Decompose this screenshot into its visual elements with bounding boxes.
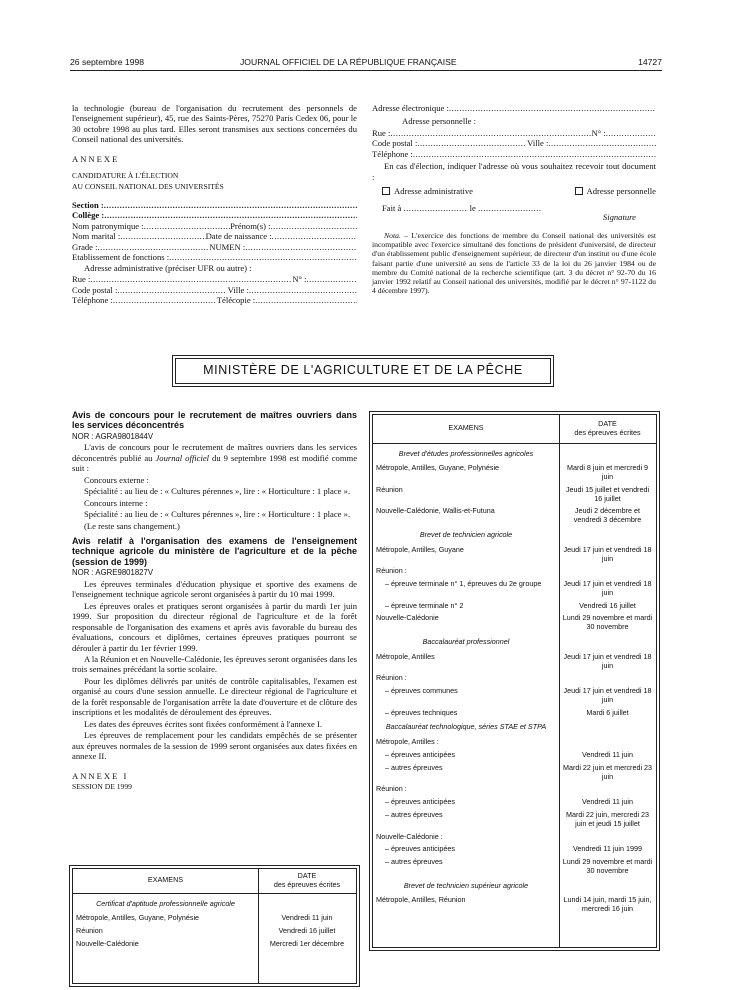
- form-college-line: Collège : .....: [72, 210, 357, 220]
- category-date-empty: [559, 717, 656, 734]
- exam-label: – épreuve terminale n° 2: [385, 600, 464, 610]
- exam-date: [559, 670, 656, 683]
- exam-date: Lundi 14 juin, mardi 15 juin, mercredi 16 juin: [563, 895, 652, 914]
- table-row: [73, 936, 356, 949]
- avis2-p5: Les dates des épreuves écrites sont fixées conformément à l'annexe I.: [84, 718, 323, 729]
- table-category-row: [373, 876, 656, 893]
- avis2-p6: Les épreuves de remplacement pour les candidats empêchés de se présenter aux épreuves normales de la session de 1999 seront organisées aux dates fixées en annexe II.: [72, 730, 357, 762]
- avis2-p2: Les épreuves orales et pratiques seront organisées à partir du mardi 1er juin 1999. Sur proposition du directeur régional de l'agriculture et de la forêt responsable de l'organisation des examens et après avis favorable du bureau des évaluations, concours et diplômes, certaines épreuves pratiques pourront se dérouler à partir du 1er février 1999.: [72, 600, 357, 653]
- annexe1-table-left: [72, 868, 357, 984]
- table-row: [73, 923, 356, 936]
- table-row: [373, 542, 656, 564]
- table-row: [373, 841, 656, 854]
- category-label: Baccalauréat technologique, séries STAE et STPA: [385, 722, 547, 732]
- exam-label: Nouvelle-Calédonie: [376, 613, 439, 623]
- exam-label: – autres épreuves: [385, 857, 443, 867]
- exam-label: Réunion: [376, 484, 403, 494]
- avis1-externe: Concours externe :: [84, 474, 149, 485]
- table-row: [373, 794, 656, 807]
- table-row: [373, 760, 656, 782]
- table-row: [373, 482, 656, 504]
- table-row: [373, 781, 656, 794]
- table-row: [373, 563, 656, 576]
- exam-date: Jeudi 17 juin et vendredi 18 juin: [563, 544, 652, 563]
- exam-label: Métropole, Antilles, Réunion: [376, 895, 466, 905]
- address-options: [372, 183, 656, 196]
- ministry-banner: MINISTÈRE DE L'AGRICULTURE ET DE LA PÊCHE: [175, 358, 551, 384]
- exam-date: Mercredi 1er décembre: [269, 938, 345, 948]
- avis1-paragraph: L'avis de concours pour le recrutement de maîtres ouvriers dans les services déconcentrés publié au Journal officiel du 9 septembre 1998 est modifié comme suit :: [72, 442, 358, 474]
- form-grade-line: Grade : ..... NUMEN : .....: [72, 242, 357, 252]
- exam-label: – épreuves techniques: [385, 707, 458, 717]
- election-address-text: En cas d'élection, indiquer l'adresse où vous souhaitez recevoir tout document :: [372, 161, 656, 182]
- table-row: [73, 910, 356, 923]
- avis2-p3: A la Réunion et en Nouvelle-Calédonie, les épreuves seront organisées dans les trois semaines précédant la sortie scolaire.: [72, 653, 357, 675]
- form-nom-line: Nom patronymique : ..... Prénom(s) : .....: [72, 221, 357, 231]
- category-label: Baccalauréat professionnel: [422, 637, 510, 646]
- table-category-row: [373, 717, 656, 734]
- exam-label: Métropole, Antilles, Guyane: [376, 544, 464, 554]
- exam-label: – épreuves anticipées: [385, 797, 455, 807]
- exam-label: Réunion: [76, 926, 103, 936]
- category-label: Certificat d'aptitude professionnelle agricole: [96, 898, 235, 908]
- exam-label: Métropole, Antilles, Guyane, Polynésie: [376, 463, 500, 473]
- table-row: [373, 670, 656, 683]
- exam-date: Vendredi 11 juin: [581, 750, 634, 760]
- exam-date: Mardi 22 juin, mercredi 23 juin et jeudi 15 juillet: [565, 809, 650, 828]
- exam-date: Lundi 29 novembre et mardi 30 novembre: [562, 613, 653, 632]
- exam-label: Nouvelle-Calédonie :: [376, 831, 443, 841]
- category-date-empty: [258, 893, 356, 910]
- header-title: JOURNAL OFFICIEL DE LA RÉPUBLIQUE FRANÇAISE: [240, 57, 457, 67]
- nota-paragraph: Nota. – L'exercice des fonctions de membre du Conseil national des universités est incompatible avec l'exercice simultané des fonctions de président d'université, de directeur d'un établissement public d'enseignement supérieur, de directeur d'un institut ou d'une école faisant partie d'une université au sens de l'article 33 de la loi du 26 janvier 1984 ou de membre du Comité national de la recherche scientifique (art. 3 du décret n° 92-70 du 16 janvier 1992 relatif au Conseil national des universités, modifié par le décret n° 97-1122 du 4 décembre 1997).: [372, 230, 656, 296]
- exam-date: Vendredi 11 juin: [581, 797, 634, 807]
- exam-label: Métropole, Antilles :: [376, 737, 439, 747]
- table-column-divider: [559, 415, 560, 947]
- exam-label: Réunion :: [376, 784, 407, 794]
- table-category-row: [373, 632, 656, 649]
- form-etablissement-line: Etablissement de fonctions : .....: [72, 252, 357, 262]
- avis-column: [72, 410, 357, 793]
- table-category-row: [73, 893, 356, 910]
- exam-date: Jeudi 2 décembre et vendredi 3 décembre: [573, 506, 642, 525]
- exam-date: Vendredi 11 juin 1999: [572, 844, 642, 854]
- header-page-number: 14727: [638, 57, 662, 67]
- exam-date: Lundi 29 novembre et mardi 30 novembre: [562, 857, 653, 875]
- header-rule: [70, 70, 662, 71]
- avis2-title: Avis relatif à l'organisation des examens de l'enseignement technique agricole du ministère de l'agriculture et de la pêche (session de 1999): [72, 536, 357, 567]
- checkbox-icon: [575, 187, 583, 195]
- exam-date: Mardi 6 juillet: [586, 707, 629, 717]
- form-section-line: Section : .....: [72, 200, 357, 210]
- exam-date: Jeudi 15 juillet et vendredi 16 juillet: [565, 484, 650, 503]
- exam-label: – épreuves anticipées: [385, 750, 455, 760]
- avis1-title: Avis de concours pour le recrutement de maîtres ouvriers dans les services déconcentrés: [72, 410, 357, 431]
- table-row: [373, 829, 656, 842]
- checkbox-icon: [382, 187, 390, 195]
- category-date-empty: [559, 876, 656, 893]
- form-code-postal-perso-line: Code postal : ..... Ville : .....: [372, 138, 656, 148]
- header-date: 26 septembre 1998: [70, 57, 145, 67]
- avis2-p4: Pour les diplômes délivrés par unités de contrôle capitalisables, l'examen est organisé au cours d'une session annuelle. Le directeur régional de l'agriculture et de la forêt responsable de l'organisation arrête la date d'ouverture et de clôture des inscriptions et les modalités de déroulement des épreuves.: [72, 675, 357, 718]
- annexe1-title: ANNEXE I: [72, 770, 129, 781]
- col-header-examens: EXAMENS: [73, 869, 258, 893]
- exam-date: [559, 734, 656, 747]
- annexe1-table-right: [372, 414, 657, 948]
- form-adresse-personnelle-label: Adresse personnelle :: [402, 116, 476, 127]
- table-row: [373, 576, 656, 598]
- avis2-p1: Les épreuves terminales d'éducation physique et sportive des examens de l'enseignement technique agricole seront organisées à partir du 10 mai 1999.: [72, 578, 357, 600]
- candidature-title-1: CANDIDATURE À L'ÉLECTION: [72, 171, 179, 181]
- avis1-nor: NOR : AGRA9801844V: [72, 431, 154, 441]
- exam-date: [559, 563, 656, 576]
- form-telephone-line: Téléphone : ..... Télécopie : .....: [72, 295, 357, 305]
- exam-date: Mardi 22 juin et mercredi 23 juin: [562, 762, 653, 781]
- avis1-reste: (Le reste sans changement.): [84, 520, 180, 531]
- form-code-postal-line: Code postal : ..... Ville : .....: [72, 285, 357, 295]
- form-telephone-perso-line: Téléphone : .....: [372, 149, 656, 159]
- col-header-date: DATE des épreuves écrites: [559, 415, 656, 443]
- exam-label: Réunion :: [376, 566, 407, 576]
- table-row: [373, 747, 656, 760]
- category-date-empty: [559, 443, 656, 460]
- table-row: [373, 892, 656, 914]
- session-label: SESSION DE 1999: [72, 782, 132, 792]
- annexe-form-column: [72, 103, 357, 306]
- form-adresse-electronique-line: Adresse électronique : .....: [372, 103, 656, 113]
- table-row: [373, 610, 656, 632]
- exam-date: Vendredi 16 juillet: [278, 926, 336, 936]
- exam-label: Métropole, Antilles, Guyane, Polynésie: [76, 913, 200, 923]
- category-date-empty: [559, 632, 656, 649]
- category-label: Brevet de technicien supérieur agricole: [403, 880, 529, 890]
- table-category-row: [373, 525, 656, 542]
- table-row: [373, 598, 656, 611]
- annexe-title: ANNEXE: [72, 153, 120, 164]
- exam-label: – autres épreuves: [385, 809, 443, 819]
- exam-date: Vendredi 11 juin: [281, 913, 333, 923]
- option-adresse-administrative[interactable]: Adresse administrative: [382, 186, 473, 196]
- avis1-spec2: Spécialité : au lieu de : « Cultures pérennes », lire : « Horticulture : 1 place ».: [84, 509, 351, 520]
- exam-date: [559, 781, 656, 794]
- annexe-form-column-right: [372, 103, 656, 296]
- table-row: [373, 734, 656, 747]
- exam-label: – épreuves communes: [385, 686, 458, 696]
- category-label: Brevet de technicien agricole: [419, 529, 513, 539]
- avis1-interne: Concours interne :: [84, 497, 148, 508]
- exam-label: Métropole, Antilles: [376, 651, 435, 661]
- category-label: Brevet d'études professionnelles agricoles: [398, 448, 534, 458]
- table-row: [373, 705, 656, 718]
- exam-date: Jeudi 17 juin et vendredi 18 juin: [563, 651, 652, 670]
- table-row: [373, 683, 656, 705]
- form-adresse-admin-label: Adresse administrative (préciser UFR ou autre) :: [84, 262, 252, 273]
- form-nom-marital-line: Nom marital : ..... Date de naissance : .....: [72, 231, 357, 241]
- table-row: [373, 649, 656, 671]
- category-date-empty: [559, 525, 656, 542]
- table-row: [373, 854, 656, 876]
- table-row: [373, 460, 656, 482]
- exam-date: Jeudi 17 juin et vendredi 18 juin: [563, 686, 652, 704]
- form-rue-line: Rue : ..... N° : .....: [72, 274, 357, 284]
- avis1-spec1: Spécialité : au lieu de : « Cultures pérennes », lire : « Horticulture : 1 place ».: [84, 486, 351, 497]
- exam-label: – autres épreuves: [385, 762, 443, 772]
- candidature-title-2: AU CONSEIL NATIONAL DES UNIVERSITÉS: [72, 181, 224, 191]
- table-column-divider: [258, 869, 259, 983]
- exam-label: Nouvelle-Calédonie, Wallis-et-Futuna: [376, 506, 495, 516]
- exam-date: Jeudi 17 juin et vendredi 18 juin: [563, 579, 652, 597]
- fait-a-line: Fait à ..... le .....: [372, 203, 542, 213]
- form-rue-perso-line: Rue : ..... N° : .....: [372, 128, 656, 138]
- exam-label: – épreuves anticipées: [385, 844, 455, 854]
- col-header-date: DATE des épreuves écrites: [258, 869, 356, 893]
- exam-label: Nouvelle-Calédonie: [76, 938, 139, 948]
- avis2-nor: NOR : AGRE9801827V: [72, 568, 154, 578]
- exam-label: – épreuve terminale n° 1, épreuves du 2e groupe: [385, 579, 542, 589]
- table-row: [373, 503, 656, 525]
- signature-label: Signature: [602, 212, 636, 223]
- exam-label: Réunion :: [376, 673, 407, 683]
- exam-date: Vendredi 16 juillet: [579, 600, 636, 610]
- table-row: [373, 807, 656, 829]
- exam-date: Mardi 8 juin et mercredi 9 juin: [566, 463, 649, 482]
- page-header: [70, 57, 662, 69]
- table-category-row: [373, 443, 656, 460]
- exam-date: [559, 829, 656, 842]
- intro-paragraph: la technologie (bureau de l'organisation du recrutement des personnels de l'enseignement supérieur), 45, rue des Saints-Pères, 75270 Paris Cedex 06, pour le 30 octobre 1998 au plus tard. Elles seront transmises aux sections concernées du Conseil national des universités.: [72, 103, 357, 145]
- option-adresse-personnelle[interactable]: Adresse personnelle: [575, 186, 656, 196]
- col-header-examens: EXAMENS: [373, 415, 559, 443]
